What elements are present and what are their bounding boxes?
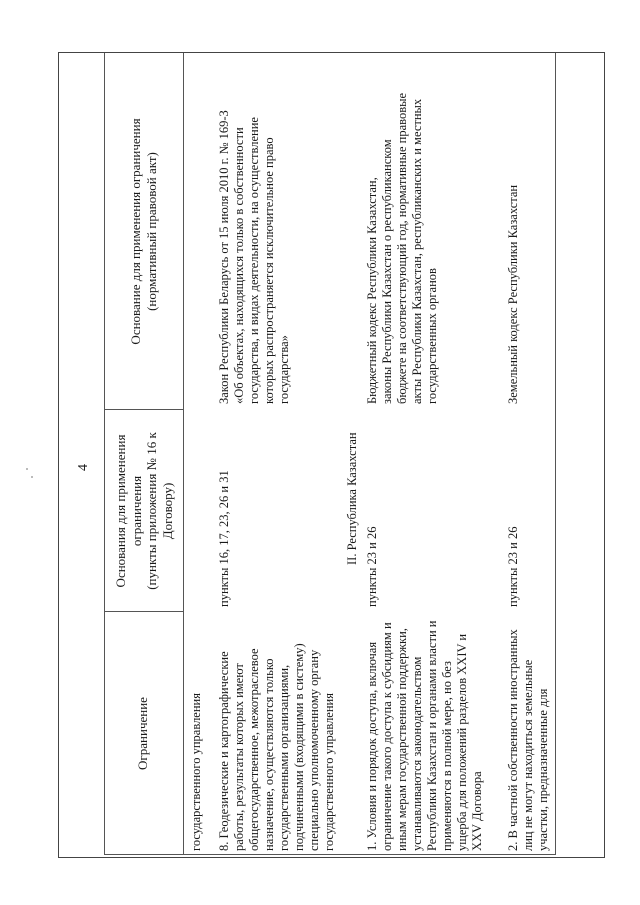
row-8-restriction: 8. Геодезические и картографические работы, результаты которых имеют общегосударственное, межотраслевое назначение, осуществляются только государственными организациями, подчиненными (входящими в систему) специально уполномоченному органу государственного управления	[217, 643, 336, 851]
page-number: 4	[76, 464, 91, 471]
header-legal-grounds: Основание для применения ограничения (нормативный правовой акт)	[128, 118, 159, 345]
kz-row-1-legal-basis: Бюджетный кодекс Республики Казахстан, законы Республики Казахстан о республиканском бюджете на соответствующий год, нормативные правовые акты Республики Казахстан, республиканских и местных государственных органов	[365, 92, 439, 404]
header-restriction: Ограничение	[135, 697, 150, 770]
continuation-text: государственного управления	[189, 693, 203, 851]
table-bottom-border	[555, 53, 556, 855]
row-8-legal-basis: Закон Республики Беларусь от 15 июля 2010 г. № 169-З «Об объектах, находящихся только в собственности государства, и видах деятельности, на осуществление которых распространяется исключительное право государства»	[217, 110, 291, 404]
kz-row-2-restriction: 2. В частной собственности иностранных лиц не могут находиться земельные участки, предназначенные для	[506, 629, 550, 851]
table-top-border	[104, 53, 105, 855]
header-bottom-border	[183, 53, 184, 855]
kz-row-2-legal-basis: Земельный кодекс Республики Казахстан	[506, 184, 520, 404]
row-8-agreement-points: пункты 16, 17, 23, 26 и 31	[217, 470, 231, 607]
scan-speck	[26, 468, 28, 470]
header-agreement-grounds: Основания для применения ограничения (пункты приложения № 16 к Договору)	[113, 432, 175, 590]
table-left-border	[104, 854, 555, 855]
rotated-page	[60, 53, 604, 855]
scan-speck	[31, 476, 33, 478]
section-heading-kazakhstan: II. Республика Казахстан	[345, 432, 359, 565]
kz-row-2-agreement-points: пункты 23 и 26	[506, 526, 520, 607]
kz-row-1-restriction: 1. Условия и порядок доступа, включая ограничение такого доступа к субсидиям и иным мерам государственной поддержки, устанавливаются законодательством Республики Казахстан и органами власти и применяются в полной мере, но без ущерба для положений разделов XXIV и XXV Договора	[365, 620, 484, 851]
kz-row-1-agreement-points: пункты 23 и 26	[365, 526, 379, 607]
